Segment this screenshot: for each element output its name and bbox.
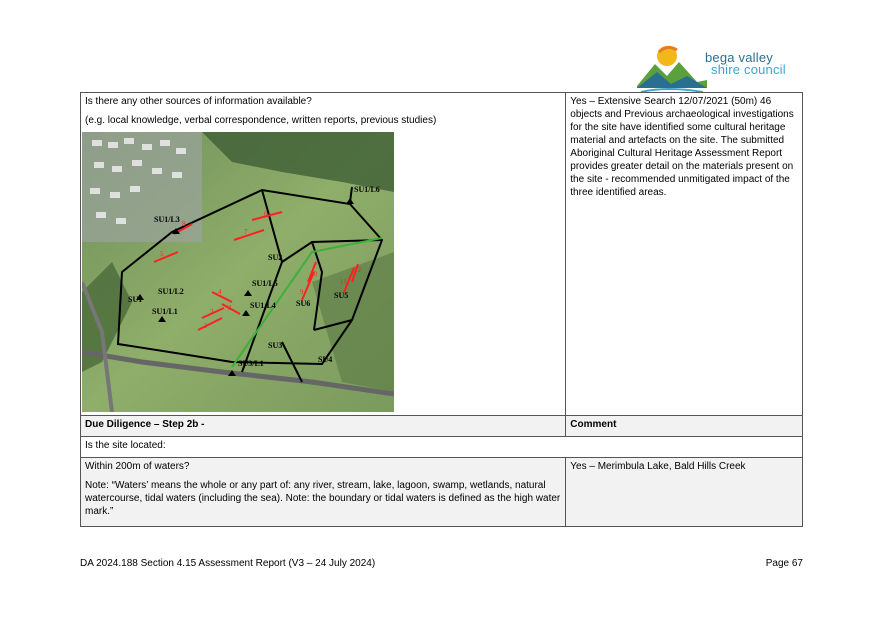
survey-label: SU1/L5 — [252, 279, 278, 288]
footer-page-number: Page 67 — [765, 558, 803, 569]
red-number-label: 4 — [218, 288, 222, 296]
sources-note: (e.g. local knowledge, verbal correspondence, written reports, previous studies) — [85, 115, 437, 126]
bega-valley-logo — [637, 42, 807, 94]
red-number-label: 1 — [204, 322, 208, 330]
table-row — [81, 458, 803, 527]
survey-label: SU4 — [318, 355, 333, 364]
logo-mark-icon — [637, 42, 707, 94]
sources-question: Is there any other sources of information available? — [85, 96, 312, 107]
red-number-label: 6 — [264, 210, 268, 218]
site-located-label: Is the site located: — [81, 437, 803, 458]
waters-question: Within 200m of waters? — [85, 461, 190, 472]
survey-label: SU3 — [268, 341, 283, 350]
red-number-label: 10 — [310, 270, 317, 278]
red-number-label: 5 — [160, 250, 164, 258]
sources-answer: Yes – Extensive Search 12/07/2021 (50m) 46 objects and Previous archaeological investigations for the site have identified some cultural heritage material and artefacts on the site. The submitted Aboriginal Cultural Heritage Assessment Report provides greater detail on the materials present on the site - recommended unmitigated impact of the three identified areas. — [570, 96, 794, 198]
survey-label: SU6 — [296, 299, 311, 308]
red-number-label: 7 — [244, 228, 248, 236]
survey-label: SU1/L1 — [152, 307, 178, 316]
site-survey-map — [82, 132, 394, 412]
sources-answer-cell — [566, 93, 803, 416]
red-number-label: 8 — [182, 220, 186, 228]
survey-label: SU5 — [334, 291, 349, 300]
red-number-label: 11 — [340, 278, 347, 286]
logo-line2: shire council — [711, 62, 786, 77]
survey-label: SU1/L3 — [154, 215, 180, 224]
survey-label: SU3/L1 — [238, 359, 264, 368]
logo-line1: bega valley — [705, 50, 773, 65]
comment-header: Comment — [566, 416, 803, 437]
waters-answer: Yes – Merimbula Lake, Bald Hills Creek — [566, 458, 803, 527]
waters-cell — [81, 458, 566, 527]
waters-note: Note: “Waters’ means the whole or any part of: any river, stream, lake, lagoon, swamp, wetlands, natural watercourse, tidal waters (including the sea). Note: the boundary or tidal waters is defined as the high water mark.” — [85, 480, 561, 517]
survey-label: SU1 — [128, 295, 143, 304]
survey-label: SU1/L2 — [158, 287, 184, 296]
footer-report-title: DA 2024.188 Section 4.15 Assessment Report (V3 – 24 July 2024) — [80, 558, 376, 569]
step-header: Due Diligence – Step 2b - — [81, 416, 566, 437]
survey-label: SU2 — [268, 253, 283, 262]
red-number-label: 9 — [300, 288, 304, 296]
table-row — [81, 437, 803, 458]
red-number-label: 12 — [354, 266, 361, 274]
red-number-label: 3 — [228, 304, 232, 312]
survey-label: SU1/L4 — [250, 301, 276, 310]
table-row — [81, 416, 803, 437]
red-number-label: 2 — [210, 308, 214, 316]
survey-label: SU1/L6 — [354, 185, 380, 194]
